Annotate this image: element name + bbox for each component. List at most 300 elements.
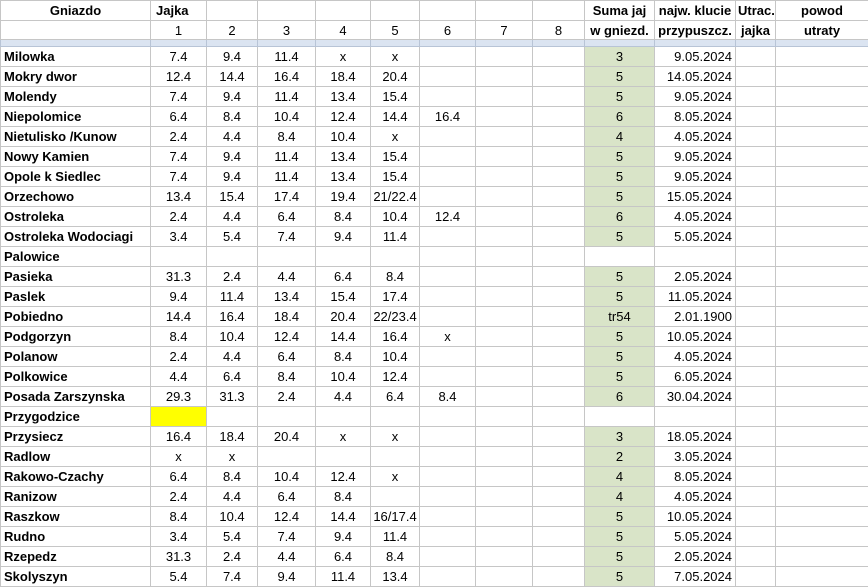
- loss-reason-cell[interactable]: [776, 507, 868, 527]
- egg-date-cell[interactable]: [533, 347, 585, 367]
- nest-name-cell[interactable]: Podgorzyn: [1, 327, 151, 347]
- nest-name-cell[interactable]: Ranizow: [1, 487, 151, 507]
- egg-date-cell[interactable]: 7.4: [151, 47, 207, 67]
- egg-date-cell[interactable]: 15.4: [371, 167, 420, 187]
- egg-sum-cell[interactable]: 5: [585, 87, 655, 107]
- egg-date-cell[interactable]: 2.4: [151, 127, 207, 147]
- egg-date-cell[interactable]: 11.4: [258, 87, 316, 107]
- egg-date-cell[interactable]: 8.4: [420, 387, 476, 407]
- egg-date-cell[interactable]: 10.4: [316, 127, 371, 147]
- egg-date-cell[interactable]: [476, 367, 533, 387]
- egg-date-cell[interactable]: [533, 407, 585, 427]
- egg-date-cell[interactable]: 7.4: [151, 147, 207, 167]
- nest-name-cell[interactable]: Pobiedno: [1, 307, 151, 327]
- lost-eggs-cell[interactable]: [736, 527, 776, 547]
- egg-date-cell[interactable]: 13.4: [371, 567, 420, 587]
- egg-date-cell[interactable]: [476, 167, 533, 187]
- egg-date-cell[interactable]: 6.4: [258, 347, 316, 367]
- egg-date-cell[interactable]: 11.4: [258, 47, 316, 67]
- egg-date-cell[interactable]: [533, 287, 585, 307]
- egg-date-cell[interactable]: [476, 387, 533, 407]
- egg-date-cell[interactable]: 10.4: [371, 207, 420, 227]
- hatch-date-cell[interactable]: 15.05.2024: [655, 187, 736, 207]
- hatch-date-cell[interactable]: 7.05.2024: [655, 567, 736, 587]
- egg-date-cell[interactable]: [151, 247, 207, 267]
- egg-date-cell[interactable]: 13.4: [316, 167, 371, 187]
- hatch-date-cell[interactable]: 8.05.2024: [655, 467, 736, 487]
- egg-date-cell[interactable]: [476, 487, 533, 507]
- lost-eggs-cell[interactable]: [736, 407, 776, 427]
- egg-date-cell[interactable]: 11.4: [207, 287, 258, 307]
- lost-eggs-cell[interactable]: [736, 107, 776, 127]
- egg-date-cell[interactable]: 7.4: [207, 567, 258, 587]
- egg-date-cell[interactable]: 9.4: [258, 567, 316, 587]
- loss-reason-cell[interactable]: [776, 127, 868, 147]
- egg-date-cell[interactable]: x: [371, 127, 420, 147]
- egg-date-cell[interactable]: [476, 547, 533, 567]
- egg-date-cell[interactable]: 16.4: [258, 67, 316, 87]
- egg-date-cell[interactable]: 5.4: [207, 227, 258, 247]
- egg-date-cell[interactable]: [533, 467, 585, 487]
- loss-reason-cell[interactable]: [776, 367, 868, 387]
- egg-sum-cell[interactable]: 6: [585, 107, 655, 127]
- egg-date-cell[interactable]: x: [371, 427, 420, 447]
- egg-sum-cell[interactable]: 4: [585, 487, 655, 507]
- egg-date-cell[interactable]: 6.4: [316, 267, 371, 287]
- lost-eggs-cell[interactable]: [736, 427, 776, 447]
- egg-date-cell[interactable]: 12.4: [420, 207, 476, 227]
- egg-date-cell[interactable]: 3.4: [151, 527, 207, 547]
- lost-eggs-cell[interactable]: [736, 247, 776, 267]
- hatch-date-cell[interactable]: 9.05.2024: [655, 167, 736, 187]
- lost-eggs-cell[interactable]: [736, 347, 776, 367]
- egg-date-cell[interactable]: [533, 547, 585, 567]
- lost-eggs-cell[interactable]: [736, 547, 776, 567]
- egg-date-cell[interactable]: [533, 67, 585, 87]
- egg-date-cell[interactable]: [316, 407, 371, 427]
- egg-date-cell[interactable]: 15.4: [316, 287, 371, 307]
- egg-date-cell[interactable]: [258, 407, 316, 427]
- egg-date-cell[interactable]: [316, 247, 371, 267]
- egg-date-cell[interactable]: [476, 127, 533, 147]
- loss-reason-cell[interactable]: [776, 347, 868, 367]
- egg-sum-cell[interactable]: 3: [585, 427, 655, 447]
- egg-date-cell[interactable]: [476, 47, 533, 67]
- nest-name-cell[interactable]: Niepolomice: [1, 107, 151, 127]
- hatch-date-cell[interactable]: 4.05.2024: [655, 487, 736, 507]
- egg-date-cell[interactable]: 18.4: [258, 307, 316, 327]
- nest-name-cell[interactable]: Rudno: [1, 527, 151, 547]
- egg-sum-cell[interactable]: 6: [585, 207, 655, 227]
- egg-date-cell[interactable]: 8.4: [371, 267, 420, 287]
- egg-sum-cell[interactable]: 5: [585, 67, 655, 87]
- egg-date-cell[interactable]: 16.4: [420, 107, 476, 127]
- egg-date-cell[interactable]: 13.4: [316, 147, 371, 167]
- egg-date-cell[interactable]: [476, 147, 533, 167]
- egg-date-cell[interactable]: 10.4: [316, 367, 371, 387]
- egg-date-cell[interactable]: [420, 247, 476, 267]
- lost-eggs-cell[interactable]: [736, 227, 776, 247]
- egg-date-cell[interactable]: 12.4: [316, 467, 371, 487]
- egg-date-cell[interactable]: [420, 567, 476, 587]
- egg-date-cell[interactable]: 2.4: [258, 387, 316, 407]
- egg-date-cell[interactable]: 12.4: [258, 507, 316, 527]
- egg-date-cell[interactable]: 19.4: [316, 187, 371, 207]
- egg-date-cell[interactable]: 6.4: [207, 367, 258, 387]
- nest-name-cell[interactable]: Nowy Kamien: [1, 147, 151, 167]
- egg-date-cell[interactable]: 11.4: [258, 147, 316, 167]
- nest-name-cell[interactable]: Posada Zarszynska: [1, 387, 151, 407]
- nest-name-cell[interactable]: Nietulisko /Kunow: [1, 127, 151, 147]
- egg-date-cell[interactable]: 14.4: [151, 307, 207, 327]
- egg-date-cell[interactable]: [476, 467, 533, 487]
- egg-sum-cell[interactable]: 4: [585, 127, 655, 147]
- egg-date-cell[interactable]: 8.4: [316, 347, 371, 367]
- loss-reason-cell[interactable]: [776, 167, 868, 187]
- egg-date-cell[interactable]: 14.4: [371, 107, 420, 127]
- egg-date-cell[interactable]: [420, 47, 476, 67]
- egg-date-cell[interactable]: x: [371, 47, 420, 67]
- egg-date-cell[interactable]: 9.4: [207, 147, 258, 167]
- hatch-date-cell[interactable]: 9.05.2024: [655, 87, 736, 107]
- lost-eggs-cell[interactable]: [736, 507, 776, 527]
- egg-sum-cell[interactable]: 5: [585, 167, 655, 187]
- egg-date-cell[interactable]: [533, 187, 585, 207]
- egg-date-cell[interactable]: [533, 207, 585, 227]
- egg-date-cell[interactable]: 8.4: [207, 467, 258, 487]
- egg-date-cell[interactable]: 13.4: [258, 287, 316, 307]
- loss-reason-cell[interactable]: [776, 487, 868, 507]
- egg-date-cell[interactable]: [533, 327, 585, 347]
- egg-date-cell[interactable]: 13.4: [151, 187, 207, 207]
- egg-date-cell[interactable]: [258, 247, 316, 267]
- egg-date-cell[interactable]: 8.4: [371, 547, 420, 567]
- egg-date-cell[interactable]: 11.4: [316, 567, 371, 587]
- egg-date-cell[interactable]: [476, 67, 533, 87]
- egg-date-cell[interactable]: [533, 367, 585, 387]
- loss-reason-cell[interactable]: [776, 107, 868, 127]
- hatch-date-cell[interactable]: 3.05.2024: [655, 447, 736, 467]
- loss-reason-cell[interactable]: [776, 67, 868, 87]
- egg-date-cell[interactable]: 4.4: [258, 267, 316, 287]
- hatch-date-cell[interactable]: 14.05.2024: [655, 67, 736, 87]
- egg-sum-cell[interactable]: 5: [585, 567, 655, 587]
- egg-date-cell[interactable]: [420, 147, 476, 167]
- egg-date-cell[interactable]: x: [151, 447, 207, 467]
- lost-eggs-cell[interactable]: [736, 267, 776, 287]
- header-reason-2[interactable]: utraty: [776, 21, 868, 40]
- egg-date-cell[interactable]: 16.4: [151, 427, 207, 447]
- egg-date-cell[interactable]: [476, 287, 533, 307]
- hatch-date-cell[interactable]: 6.05.2024: [655, 367, 736, 387]
- nest-name-cell[interactable]: Pasieka: [1, 267, 151, 287]
- hatch-date-cell[interactable]: 30.04.2024: [655, 387, 736, 407]
- hatch-date-cell[interactable]: 4.05.2024: [655, 127, 736, 147]
- egg-sum-cell[interactable]: 5: [585, 347, 655, 367]
- egg-date-cell[interactable]: 17.4: [371, 287, 420, 307]
- loss-reason-cell[interactable]: [776, 387, 868, 407]
- lost-eggs-cell[interactable]: [736, 127, 776, 147]
- egg-date-cell[interactable]: [533, 527, 585, 547]
- egg-date-cell[interactable]: 6.4: [151, 467, 207, 487]
- egg-date-cell[interactable]: [476, 347, 533, 367]
- header-nest[interactable]: Gniazdo: [1, 1, 151, 21]
- egg-date-cell[interactable]: 4.4: [207, 487, 258, 507]
- egg-date-cell[interactable]: [533, 127, 585, 147]
- egg-date-cell[interactable]: [420, 367, 476, 387]
- egg-date-cell[interactable]: [207, 247, 258, 267]
- egg-date-cell[interactable]: 6.4: [258, 487, 316, 507]
- egg-date-cell[interactable]: [476, 227, 533, 247]
- nest-name-cell[interactable]: Skolyszyn: [1, 567, 151, 587]
- egg-date-cell[interactable]: 10.4: [207, 507, 258, 527]
- nest-name-cell[interactable]: Raszkow: [1, 507, 151, 527]
- header-reason[interactable]: powod: [776, 1, 868, 21]
- egg-date-cell[interactable]: x: [420, 327, 476, 347]
- egg-date-cell[interactable]: 11.4: [371, 227, 420, 247]
- lost-eggs-cell[interactable]: [736, 207, 776, 227]
- egg-sum-cell[interactable]: 3: [585, 47, 655, 67]
- egg-number[interactable]: 1: [151, 21, 207, 40]
- header-lost[interactable]: Utrac.: [736, 1, 776, 21]
- egg-date-cell[interactable]: [420, 287, 476, 307]
- egg-date-cell[interactable]: [533, 567, 585, 587]
- egg-date-cell[interactable]: [371, 487, 420, 507]
- egg-date-cell[interactable]: 15.4: [207, 187, 258, 207]
- egg-date-cell[interactable]: 6.4: [316, 547, 371, 567]
- egg-sum-cell[interactable]: [585, 407, 655, 427]
- egg-date-cell[interactable]: 20.4: [316, 307, 371, 327]
- loss-reason-cell[interactable]: [776, 267, 868, 287]
- nest-name-cell[interactable]: Rakowo-Czachy: [1, 467, 151, 487]
- lost-eggs-cell[interactable]: [736, 367, 776, 387]
- loss-reason-cell[interactable]: [776, 187, 868, 207]
- egg-date-cell[interactable]: 2.4: [151, 347, 207, 367]
- hatch-date-cell[interactable]: [655, 407, 736, 427]
- egg-date-cell[interactable]: [420, 487, 476, 507]
- egg-date-cell[interactable]: 5.4: [207, 527, 258, 547]
- egg-date-cell[interactable]: 17.4: [258, 187, 316, 207]
- egg-sum-cell[interactable]: 5: [585, 227, 655, 247]
- egg-date-cell[interactable]: 12.4: [151, 67, 207, 87]
- egg-sum-cell[interactable]: 6: [585, 387, 655, 407]
- loss-reason-cell[interactable]: [776, 47, 868, 67]
- egg-date-cell[interactable]: 4.4: [207, 127, 258, 147]
- hatch-date-cell[interactable]: 2.01.1900: [655, 307, 736, 327]
- egg-date-cell[interactable]: x: [316, 427, 371, 447]
- egg-date-cell[interactable]: 7.4: [151, 87, 207, 107]
- egg-date-cell[interactable]: 9.4: [151, 287, 207, 307]
- egg-date-cell[interactable]: [420, 407, 476, 427]
- egg-date-cell[interactable]: 10.4: [258, 467, 316, 487]
- lost-eggs-cell[interactable]: [736, 47, 776, 67]
- egg-date-cell[interactable]: 11.4: [371, 527, 420, 547]
- lost-eggs-cell[interactable]: [736, 307, 776, 327]
- loss-reason-cell[interactable]: [776, 147, 868, 167]
- egg-sum-cell[interactable]: 5: [585, 187, 655, 207]
- egg-date-cell[interactable]: [371, 407, 420, 427]
- egg-date-cell[interactable]: [420, 187, 476, 207]
- egg-date-cell[interactable]: 12.4: [258, 327, 316, 347]
- egg-date-cell[interactable]: 29.3: [151, 387, 207, 407]
- lost-eggs-cell[interactable]: [736, 487, 776, 507]
- egg-date-cell[interactable]: 15.4: [371, 147, 420, 167]
- egg-date-cell[interactable]: 12.4: [371, 367, 420, 387]
- egg-date-cell[interactable]: 14.4: [207, 67, 258, 87]
- egg-date-cell[interactable]: [533, 447, 585, 467]
- hatch-date-cell[interactable]: 5.05.2024: [655, 527, 736, 547]
- egg-sum-cell[interactable]: 4: [585, 467, 655, 487]
- egg-date-cell[interactable]: [533, 507, 585, 527]
- loss-reason-cell[interactable]: [776, 227, 868, 247]
- egg-number[interactable]: 8: [533, 21, 585, 40]
- nest-name-cell[interactable]: Paslek: [1, 287, 151, 307]
- nest-name-cell[interactable]: Polkowice: [1, 367, 151, 387]
- egg-date-cell[interactable]: [420, 547, 476, 567]
- egg-date-cell[interactable]: [533, 107, 585, 127]
- nest-name-cell[interactable]: Polanow: [1, 347, 151, 367]
- egg-date-cell[interactable]: [420, 67, 476, 87]
- nest-name-cell[interactable]: Rzepedz: [1, 547, 151, 567]
- hatch-date-cell[interactable]: 4.05.2024: [655, 207, 736, 227]
- egg-date-cell[interactable]: [316, 447, 371, 467]
- nest-name-cell[interactable]: Milowka: [1, 47, 151, 67]
- egg-date-cell[interactable]: [371, 247, 420, 267]
- egg-date-cell[interactable]: 2.4: [151, 207, 207, 227]
- header-eggs[interactable]: Jajka: [151, 1, 207, 21]
- egg-sum-cell[interactable]: [585, 247, 655, 267]
- egg-sum-cell[interactable]: 5: [585, 527, 655, 547]
- header-hatch-2[interactable]: przypuszcz.: [655, 21, 736, 40]
- egg-date-cell[interactable]: 10.4: [371, 347, 420, 367]
- lost-eggs-cell[interactable]: [736, 87, 776, 107]
- egg-date-cell[interactable]: 8.4: [151, 507, 207, 527]
- loss-reason-cell[interactable]: [776, 207, 868, 227]
- egg-date-cell[interactable]: 4.4: [258, 547, 316, 567]
- egg-date-cell[interactable]: 4.4: [316, 387, 371, 407]
- egg-date-cell[interactable]: [476, 207, 533, 227]
- egg-date-cell[interactable]: 8.4: [316, 207, 371, 227]
- egg-date-cell[interactable]: 16.4: [371, 327, 420, 347]
- egg-date-cell[interactable]: [420, 87, 476, 107]
- egg-date-cell[interactable]: [420, 467, 476, 487]
- egg-date-cell[interactable]: 8.4: [207, 107, 258, 127]
- egg-date-cell[interactable]: 4.4: [207, 347, 258, 367]
- loss-reason-cell[interactable]: [776, 467, 868, 487]
- egg-date-cell[interactable]: [420, 167, 476, 187]
- egg-date-cell[interactable]: 15.4: [371, 87, 420, 107]
- egg-date-cell[interactable]: 8.4: [258, 127, 316, 147]
- loss-reason-cell[interactable]: [776, 547, 868, 567]
- lost-eggs-cell[interactable]: [736, 147, 776, 167]
- egg-date-cell[interactable]: [371, 447, 420, 467]
- egg-date-cell[interactable]: 21/22.4: [371, 187, 420, 207]
- egg-date-cell[interactable]: [476, 247, 533, 267]
- egg-date-cell[interactable]: [533, 87, 585, 107]
- egg-date-cell[interactable]: [533, 167, 585, 187]
- egg-date-cell[interactable]: [420, 307, 476, 327]
- loss-reason-cell[interactable]: [776, 87, 868, 107]
- egg-date-cell[interactable]: 8.4: [258, 367, 316, 387]
- egg-date-cell[interactable]: 18.4: [207, 427, 258, 447]
- loss-reason-cell[interactable]: [776, 567, 868, 587]
- egg-date-cell[interactable]: [533, 387, 585, 407]
- nest-name-cell[interactable]: Palowice: [1, 247, 151, 267]
- lost-eggs-cell[interactable]: [736, 567, 776, 587]
- header-sum-2[interactable]: w gniezd.: [585, 21, 655, 40]
- egg-date-cell[interactable]: [476, 567, 533, 587]
- egg-number[interactable]: 6: [420, 21, 476, 40]
- egg-date-cell[interactable]: [151, 407, 207, 427]
- egg-date-cell[interactable]: 3.4: [151, 227, 207, 247]
- egg-date-cell[interactable]: x: [371, 467, 420, 487]
- egg-sum-cell[interactable]: 5: [585, 287, 655, 307]
- hatch-date-cell[interactable]: 4.05.2024: [655, 347, 736, 367]
- lost-eggs-cell[interactable]: [736, 287, 776, 307]
- egg-date-cell[interactable]: [533, 227, 585, 247]
- hatch-date-cell[interactable]: 10.05.2024: [655, 327, 736, 347]
- egg-sum-cell[interactable]: 5: [585, 507, 655, 527]
- egg-date-cell[interactable]: [420, 127, 476, 147]
- egg-date-cell[interactable]: [420, 527, 476, 547]
- egg-date-cell[interactable]: [533, 47, 585, 67]
- loss-reason-cell[interactable]: [776, 287, 868, 307]
- egg-date-cell[interactable]: 2.4: [151, 487, 207, 507]
- egg-sum-cell[interactable]: tr54: [585, 307, 655, 327]
- egg-date-cell[interactable]: [420, 347, 476, 367]
- egg-date-cell[interactable]: 7.4: [151, 167, 207, 187]
- egg-date-cell[interactable]: 12.4: [316, 107, 371, 127]
- egg-date-cell[interactable]: 6.4: [151, 107, 207, 127]
- egg-date-cell[interactable]: [476, 507, 533, 527]
- egg-date-cell[interactable]: 6.4: [371, 387, 420, 407]
- egg-date-cell[interactable]: [476, 527, 533, 547]
- egg-date-cell[interactable]: [533, 147, 585, 167]
- hatch-date-cell[interactable]: 2.05.2024: [655, 547, 736, 567]
- lost-eggs-cell[interactable]: [736, 187, 776, 207]
- egg-date-cell[interactable]: [533, 487, 585, 507]
- egg-date-cell[interactable]: [420, 447, 476, 467]
- egg-date-cell[interactable]: 10.4: [207, 327, 258, 347]
- egg-date-cell[interactable]: 14.4: [316, 327, 371, 347]
- loss-reason-cell[interactable]: [776, 447, 868, 467]
- egg-date-cell[interactable]: [533, 427, 585, 447]
- egg-date-cell[interactable]: 9.4: [316, 527, 371, 547]
- header-sum[interactable]: Suma jaj: [585, 1, 655, 21]
- hatch-date-cell[interactable]: [655, 247, 736, 267]
- nest-name-cell[interactable]: Radlow: [1, 447, 151, 467]
- nest-name-cell[interactable]: Ostroleka: [1, 207, 151, 227]
- egg-date-cell[interactable]: [533, 267, 585, 287]
- egg-date-cell[interactable]: 20.4: [371, 67, 420, 87]
- egg-number[interactable]: 7: [476, 21, 533, 40]
- egg-date-cell[interactable]: 9.4: [207, 87, 258, 107]
- loss-reason-cell[interactable]: [776, 327, 868, 347]
- egg-date-cell[interactable]: 9.4: [207, 47, 258, 67]
- egg-date-cell[interactable]: [420, 267, 476, 287]
- egg-sum-cell[interactable]: 5: [585, 147, 655, 167]
- lost-eggs-cell[interactable]: [736, 67, 776, 87]
- nest-name-cell[interactable]: Mokry dwor: [1, 67, 151, 87]
- nest-name-cell[interactable]: Opole k Siedlec: [1, 167, 151, 187]
- egg-sum-cell[interactable]: 2: [585, 447, 655, 467]
- egg-date-cell[interactable]: [207, 407, 258, 427]
- egg-number[interactable]: 5: [371, 21, 420, 40]
- egg-date-cell[interactable]: 2.4: [207, 267, 258, 287]
- egg-date-cell[interactable]: 6.4: [258, 207, 316, 227]
- egg-number[interactable]: 2: [207, 21, 258, 40]
- egg-date-cell[interactable]: 9.4: [316, 227, 371, 247]
